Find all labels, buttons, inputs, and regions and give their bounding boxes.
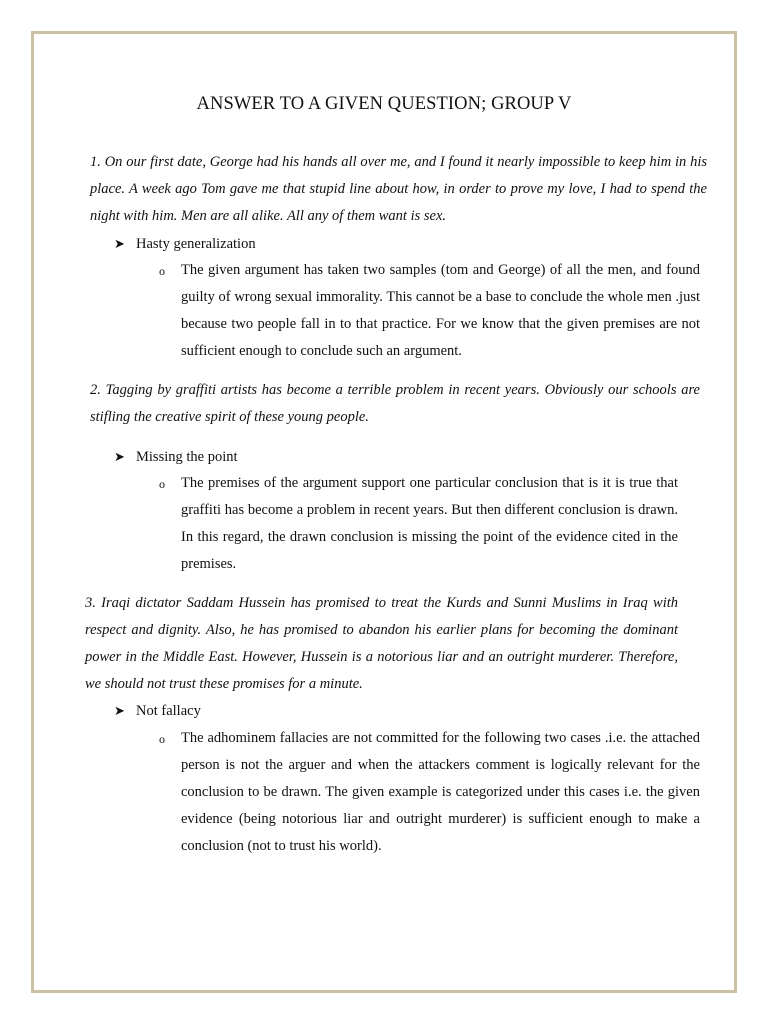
answer-2: Missing the point xyxy=(136,449,238,465)
explanation-1: The given argument has taken two samples (tom and George) of all the men, and found guilty of wrong sexual immorality. This cannot be a base to conclude the whole men .just because two people fall in to that practice. For we know that the given premises are not sufficient enough to conclude such an argument. xyxy=(181,262,700,359)
arrow-bullet-icon: ➤ xyxy=(114,236,125,251)
arrow-bullet-icon: ➤ xyxy=(114,703,125,718)
question-1: 1. On our first date, George had his hands all over me, and I found it nearly impossible to keep him in his place. A week ago Tom gave me that stupid line about how, in order to prove my love, I had to spend the night with him. Men are all alike. All any of them want is sex. xyxy=(90,154,707,224)
circle-bullet-icon: o xyxy=(159,732,165,746)
page-title: ANSWER TO A GIVEN QUESTION; GROUP V xyxy=(196,94,572,114)
question-2: 2. Tagging by graffiti artists has become a terrible problem in recent years. Obviously our schools are stifling the creative spirit of these young people. xyxy=(90,382,700,425)
circle-bullet-icon: o xyxy=(159,264,165,278)
answer-1: Hasty generalization xyxy=(136,236,256,252)
circle-bullet-icon: o xyxy=(159,477,165,491)
answer-3: Not fallacy xyxy=(136,703,201,719)
arrow-bullet-icon: ➤ xyxy=(114,449,125,464)
explanation-2: The premises of the argument support one particular conclusion that is it is true that graffiti has become a problem in recent years. But then different conclusion is drawn. In this regard, the drawn conclusion is missing the point of the evidence cited in the premises. xyxy=(181,475,678,572)
explanation-3: The adhominem fallacies are not committed for the following two cases .i.e. the attached person is not the arguer and when the attackers comment is logically relevant for the conclusion to be drawn. The given example is categorized under this cases i.e. the given evidence (being notorious liar and outright murderer) is sufficient enough to make a conclusion (not to trust his world). xyxy=(181,730,700,854)
question-3: 3. Iraqi dictator Saddam Hussein has promised to treat the Kurds and Sunni Muslims in Iraq with respect and dignity. Also, he has promised to abandon his earlier plans for becoming the dominant power in the Middle East. However, Hussein is a notorious liar and an outright murderer. Therefore, we should not trust these promises for a minute. xyxy=(85,595,678,692)
